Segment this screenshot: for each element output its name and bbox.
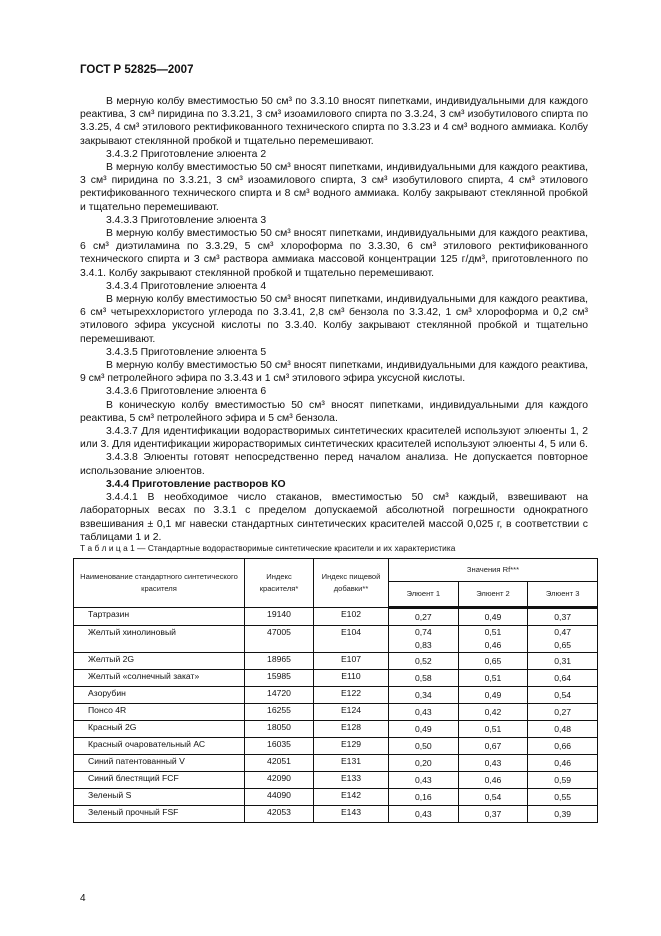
header-eluent-3: Элюент 3: [528, 582, 598, 608]
paragraph: 3.4.4.1 В необходимое число стаканов, вместимостью 50 см³ каждый, взвешивают на лабораторных весах по 3.3.1 с пределом допускаемой абсолютной погрешности однократного взвешивания ± 0,1 мг навески стандартных синтетических красителей массой 0,025 г, в соответствии с таблицами 1 и 2.: [80, 492, 588, 543]
cell-eluent-3: 0,27: [528, 704, 598, 721]
cell-eluent-2: 0,51: [458, 670, 528, 687]
paragraph: В мерную колбу вместимостью 50 см³ вносят пипетками, индивидуальными для каждого реактива, 9 см³ петролейного эфира по 3.3.43 и 1 см³ этилового эфира уксусной кислоты.: [80, 360, 588, 385]
cell-food-index: E107: [314, 653, 389, 670]
cell-eluent-2: 0,49: [458, 687, 528, 704]
cell-name: Красный очаровательный АС: [74, 738, 245, 755]
cell-name: Зеленый прочный FSF: [74, 806, 245, 823]
table-row: [74, 626, 598, 653]
cell-name: Тартразин: [74, 608, 245, 626]
dyes-table: [73, 558, 598, 823]
cell-eluent-3: 0,66: [528, 738, 598, 755]
header-dye-index: Индекс красителя*: [245, 559, 314, 608]
cell-eluent-1: 0,20: [389, 755, 459, 772]
cell-eluent-1: 0,74 0,83: [389, 626, 459, 653]
cell-name: Синий патентованный V: [74, 755, 245, 772]
cell-food-index: E122: [314, 687, 389, 704]
cell-dye-index: 44090: [245, 789, 314, 806]
cell-dye-index: 19140: [245, 608, 314, 626]
table-row: [74, 806, 598, 823]
cell-food-index: E104: [314, 626, 389, 653]
cell-name: Понсо 4R: [74, 704, 245, 721]
paragraph: В коническую колбу вместимостью 50 см³ вносят пипетками, индивидуальными для каждого реактива, 5 см³ петролейного эфира и 5 см³ бензола.: [80, 399, 588, 424]
paragraph: В мерную колбу вместимостью 50 см³ по 3.3.10 вносят пипетками, индивидуальными для каждого реактива, 3 см³ пиридина по 3.3.21, 3 см³ изоамилового спирта по 3.3.24, 3 см³ изобутилового спирта по 3.3.25, 4 см³ этилового ректификованного технического спирта по 3.3.23 и 4 см³ водного аммиака. Колбу закрывают стеклянной пробкой и тщательно перемешивают.: [80, 96, 588, 147]
cell-eluent-3: 0,48: [528, 721, 598, 738]
cell-eluent-2: 0,46: [458, 772, 528, 789]
subsection-heading: 3.4.3.4 Приготовление элюента 4: [106, 280, 267, 292]
cell-eluent-2: 0,54: [458, 789, 528, 806]
cell-eluent-3: 0,46: [528, 755, 598, 772]
header-eluent-1: Элюент 1: [389, 582, 459, 608]
document-header: ГОСТ Р 52825—2007: [80, 64, 194, 76]
cell-name: Красный 2G: [74, 721, 245, 738]
table-row: [74, 687, 598, 704]
cell-food-index: E133: [314, 772, 389, 789]
cell-eluent-2: 0,51: [458, 721, 528, 738]
cell-eluent-3: 0,31: [528, 653, 598, 670]
cell-dye-index: 47005: [245, 626, 314, 653]
cell-eluent-3: 0,54: [528, 687, 598, 704]
paragraph: В мерную колбу вместимостью 50 см³ вносят пипетками, индивидуальными для каждого реактива, 6 см³ четыреххлористого углерода по 3.3.41, 2,8 см³ бензола по 3.3.42, 1 см³ хлороформа и 0,2 см³ этилового эфира уксусной кислоты по 3.3.40. Колбу закрывают стеклянной пробкой и тщательно перемешивают.: [80, 294, 588, 345]
cell-eluent-1: 0,16: [389, 789, 459, 806]
cell-eluent-2: 0,49: [458, 608, 528, 626]
table-row: [74, 772, 598, 789]
cell-eluent-1: 0,27: [389, 608, 459, 626]
cell-eluent-2: 0,43: [458, 755, 528, 772]
body-text: [80, 95, 588, 544]
paragraph: 3.4.3.7 Для идентификации водорастворимых синтетических красителей используют элюенты 1, 2 или 3. Для идентификации жирорастворимых синтетических красителей используют элюенты 4, 5 или 6.: [80, 426, 588, 451]
cell-eluent-1: 0,43: [389, 772, 459, 789]
cell-dye-index: 15985: [245, 670, 314, 687]
table-caption: Т а б л и ц а 1 — Стандартные водорастворимые синтетические красители и их характеристика: [80, 543, 456, 553]
paragraph: В мерную колбу вместимостью 50 см³ вносят пипетками, индивидуальными для каждого реактива, 6 см³ диэтиламина по 3.3.29, 5 см³ хлороформа по 3.3.30, 6 см³ этилового ректификованного технического спирта и 3 см³ раствора аммиака массовой концентрации 125 г/дм³, приготовленного по 3.4.1. Колбу закрывают стеклянной пробкой и тщательно перемешивают.: [80, 228, 588, 279]
cell-dye-index: 14720: [245, 687, 314, 704]
cell-dye-index: 42051: [245, 755, 314, 772]
cell-name: Зеленый S: [74, 789, 245, 806]
cell-eluent-1: 0,49: [389, 721, 459, 738]
cell-eluent-3: 0,55: [528, 789, 598, 806]
subsection-heading: 3.4.3.6 Приготовление элюента 6: [106, 386, 267, 398]
cell-food-index: E131: [314, 755, 389, 772]
table-row: [74, 721, 598, 738]
cell-dye-index: 18965: [245, 653, 314, 670]
cell-eluent-3: 0,39: [528, 806, 598, 823]
header-name: Наименование стандартного синтетического красителя: [74, 559, 245, 608]
table-row: [74, 755, 598, 772]
subsection-heading: 3.4.3.5 Приготовление элюента 5: [106, 346, 267, 358]
subsection-heading: 3.4.3.2 Приготовление элюента 2: [106, 148, 267, 160]
section-heading: 3.4.4 Приготовление растворов КО: [106, 478, 286, 490]
header-eluent-2: Элюент 2: [458, 582, 528, 608]
cell-eluent-3: 0,37: [528, 608, 598, 626]
cell-food-index: E128: [314, 721, 389, 738]
cell-name: Азорубин: [74, 687, 245, 704]
header-food-index: Индекс пищевой добавки**: [314, 559, 389, 608]
cell-eluent-1: 0,58: [389, 670, 459, 687]
cell-eluent-2: 0,37: [458, 806, 528, 823]
table-row: [74, 653, 598, 670]
table-row: [74, 608, 598, 626]
cell-eluent-1: 0,34: [389, 687, 459, 704]
cell-food-index: E110: [314, 670, 389, 687]
table-row: [74, 704, 598, 721]
cell-eluent-1: 0,50: [389, 738, 459, 755]
cell-food-index: E102: [314, 608, 389, 626]
cell-dye-index: 16255: [245, 704, 314, 721]
cell-eluent-1: 0,52: [389, 653, 459, 670]
cell-eluent-2: 0,67: [458, 738, 528, 755]
cell-eluent-3: 0,64: [528, 670, 598, 687]
cell-food-index: E142: [314, 789, 389, 806]
cell-food-index: E124: [314, 704, 389, 721]
cell-food-index: E143: [314, 806, 389, 823]
cell-eluent-2: 0,51 0,46: [458, 626, 528, 653]
table-row: [74, 789, 598, 806]
table-row: [74, 738, 598, 755]
cell-eluent-1: 0,43: [389, 704, 459, 721]
page-number: 4: [80, 893, 86, 904]
paragraph: В мерную колбу вместимостью 50 см³ вносят пипетками, индивидуальными для каждого реактива, 3 см³ пиридина по 3.3.21, 3 см³ изоамилового спирта, 3 см³ изобутилового спирта, 4 см³ этилового ректификованного технического спирта и 8 см³ водного аммиака. Колбу закрывают стеклянной пробкой и тщательно перемешивают.: [80, 162, 588, 213]
cell-eluent-1: 0,43: [389, 806, 459, 823]
cell-food-index: E129: [314, 738, 389, 755]
table-row: [74, 670, 598, 687]
cell-name: Синий блестящий FCF: [74, 772, 245, 789]
cell-dye-index: 42090: [245, 772, 314, 789]
cell-name: Желтый хинолиновый: [74, 626, 245, 653]
cell-dye-index: 42053: [245, 806, 314, 823]
cell-dye-index: 18050: [245, 721, 314, 738]
subsection-heading: 3.4.3.3 Приготовление элюента 3: [106, 214, 267, 226]
cell-name: Желтый 2G: [74, 653, 245, 670]
cell-name: Желтый «солнечный закат»: [74, 670, 245, 687]
cell-eluent-3: 0,47 0,65: [528, 626, 598, 653]
cell-dye-index: 16035: [245, 738, 314, 755]
header-rf: Значения Rf***: [389, 559, 598, 582]
table-body: [74, 608, 598, 823]
cell-eluent-2: 0,65: [458, 653, 528, 670]
cell-eluent-2: 0,42: [458, 704, 528, 721]
cell-eluent-3: 0,59: [528, 772, 598, 789]
paragraph: 3.4.3.8 Элюенты готовят непосредственно перед началом анализа. Не допускается повторное использование элюентов.: [80, 452, 588, 477]
